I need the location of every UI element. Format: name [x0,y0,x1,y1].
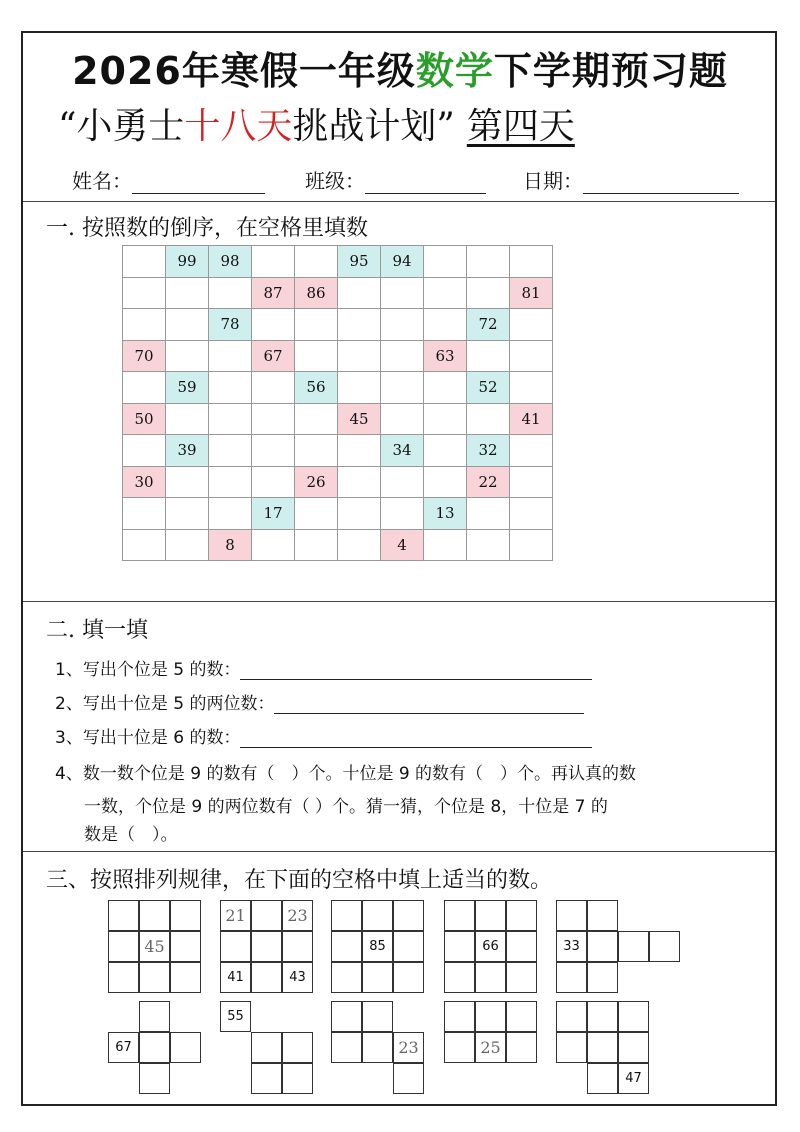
blank-cell[interactable] [467,529,510,561]
divider [23,851,775,852]
puzzle-blank-cell[interactable] [170,1032,201,1063]
puzzle-blank-cell[interactable] [587,962,618,993]
date-field: 日期： [523,165,739,194]
question-4: 4、数一数个位是 9 的数有（ ）个。十位是 9 的数有（ ）个。再认真的数 [55,764,637,784]
section3-heading: 三、按照排列规律，在下面的空格中填上适当的数。 [46,868,553,893]
grid-row [123,498,553,530]
blank-cell[interactable] [252,466,295,498]
puzzle-given-cell: 45 [139,931,170,962]
given-number-cell: 87 [252,277,295,309]
blank-cell[interactable] [123,435,166,467]
blank-cell[interactable] [338,340,381,372]
blank-cell[interactable] [467,246,510,278]
blank-cell[interactable] [166,277,209,309]
given-number-cell: 22 [467,466,510,498]
puzzle-blank-cell[interactable] [282,931,313,962]
given-number-cell: 59 [166,372,209,404]
blank-cell[interactable] [252,246,295,278]
blank-cell[interactable] [510,372,553,404]
puzzle-given-cell: 85 [362,931,393,962]
blank-cell[interactable] [510,309,553,341]
puzzle-blank-cell[interactable] [587,931,618,962]
puzzle-blank-cell[interactable] [506,1032,537,1063]
grid-row [123,277,553,309]
question-4-cont: 一数，个位是 9 的两位数有（ ）个。猜一猜，个位是 8，十位是 7 的 [84,797,608,817]
puzzle-blank-cell[interactable] [506,1001,537,1032]
given-number-cell: 39 [166,435,209,467]
blank-cell[interactable] [510,529,553,561]
blank-cell[interactable] [252,372,295,404]
title-highlight: 数学 [415,49,494,93]
puzzle-blank-cell[interactable] [393,931,424,962]
puzzle-blank-cell[interactable] [556,962,587,993]
puzzle-blank-cell[interactable] [139,962,170,993]
blank-cell[interactable] [381,340,424,372]
blank-cell[interactable] [424,246,467,278]
given-number-cell: 81 [510,277,553,309]
puzzle-blank-cell[interactable] [556,1001,587,1032]
given-number-cell: 86 [295,277,338,309]
blank-cell[interactable] [295,403,338,435]
puzzle-given-cell: 67 [108,1032,139,1063]
puzzle-blank-cell[interactable] [475,962,506,993]
date-blank[interactable] [583,173,739,194]
given-number-cell: 78 [209,309,252,341]
blank-cell[interactable] [467,277,510,309]
puzzle-blank-cell[interactable] [362,900,393,931]
puzzle-blank-cell[interactable] [139,1001,170,1032]
blank-cell[interactable] [424,435,467,467]
given-number-cell: 45 [338,403,381,435]
answer-blank[interactable] [240,661,592,680]
blank-cell[interactable] [166,340,209,372]
puzzle-blank-cell[interactable] [444,1001,475,1032]
puzzle-blank-cell[interactable] [506,931,537,962]
blank-cell[interactable] [510,340,553,372]
puzzle-blank-cell[interactable] [251,1063,282,1094]
puzzle-blank-cell[interactable] [556,1032,587,1063]
page-title: 2026年寒假一年级数学下学期预习题 [72,49,728,93]
blank-cell[interactable] [381,466,424,498]
page-subtitle: “小勇士十八天挑战计划” 第四天 [58,106,575,147]
blank-cell[interactable] [424,403,467,435]
puzzle-blank-cell[interactable] [362,1032,393,1063]
question-1: 1、写出个位是 5 的数： [55,655,592,680]
blank-cell[interactable] [467,340,510,372]
divider [23,601,775,602]
puzzle-blank-cell[interactable] [587,1001,618,1032]
given-number-cell: 99 [166,246,209,278]
puzzle-blank-cell[interactable] [475,900,506,931]
puzzle-blank-cell[interactable] [251,962,282,993]
puzzle-blank-cell[interactable] [556,900,587,931]
given-number-cell: 70 [123,340,166,372]
puzzle-blank-cell[interactable] [444,1032,475,1063]
blank-cell[interactable] [209,372,252,404]
puzzle-blank-cell[interactable] [170,931,201,962]
puzzle-blank-cell[interactable] [587,1063,618,1094]
blank-cell[interactable] [166,309,209,341]
given-number-cell: 17 [252,498,295,530]
puzzle-blank-cell[interactable] [108,931,139,962]
blank-cell[interactable] [252,435,295,467]
blank-cell[interactable] [252,403,295,435]
given-number-cell: 56 [295,372,338,404]
puzzle-blank-cell[interactable] [393,900,424,931]
blank-cell[interactable] [123,529,166,561]
blank-cell[interactable] [381,372,424,404]
blank-cell[interactable] [424,466,467,498]
blank-cell[interactable] [166,498,209,530]
blank-cell[interactable] [424,277,467,309]
puzzle-given-cell: 25 [475,1032,506,1063]
name-blank[interactable] [132,173,265,194]
blank-cell[interactable] [424,529,467,561]
puzzle-blank-cell[interactable] [251,900,282,931]
blank-cell[interactable] [338,435,381,467]
blank-cell[interactable] [510,246,553,278]
given-number-cell: 4 [381,529,424,561]
given-number-cell: 41 [510,403,553,435]
puzzle-blank-cell[interactable] [331,962,362,993]
puzzle-blank-cell[interactable] [282,1032,313,1063]
puzzle-blank-cell[interactable] [220,931,251,962]
blank-cell[interactable] [209,340,252,372]
puzzle-blank-cell[interactable] [444,900,475,931]
puzzle-blank-cell[interactable] [475,1001,506,1032]
blank-cell[interactable] [123,498,166,530]
puzzle-blank-cell[interactable] [506,900,537,931]
given-number-cell: 63 [424,340,467,372]
puzzle-given-cell: 23 [393,1032,424,1063]
blank-cell[interactable] [123,309,166,341]
given-number-cell: 13 [424,498,467,530]
given-number-cell: 8 [209,529,252,561]
blank-cell[interactable] [252,529,295,561]
blank-cell[interactable] [295,498,338,530]
puzzle-blank-cell[interactable] [139,1063,170,1094]
blank-cell[interactable] [381,498,424,530]
puzzle-blank-cell[interactable] [362,1001,393,1032]
blank-cell[interactable] [424,372,467,404]
given-number-cell: 95 [338,246,381,278]
blank-cell[interactable] [166,466,209,498]
puzzle-blank-cell[interactable] [139,1032,170,1063]
puzzle-blank-cell[interactable] [139,900,170,931]
puzzle-given-cell: 55 [220,1001,251,1032]
given-number-cell: 50 [123,403,166,435]
blank-cell[interactable] [510,498,553,530]
puzzle-blank-cell[interactable] [331,1032,362,1063]
blank-cell[interactable] [338,372,381,404]
puzzle-blank-cell[interactable] [506,962,537,993]
blank-cell[interactable] [295,529,338,561]
given-number-cell: 72 [467,309,510,341]
grid-row [123,340,553,372]
answer-blank[interactable] [240,729,592,748]
given-number-cell: 32 [467,435,510,467]
blank-cell[interactable] [338,309,381,341]
puzzle-blank-cell[interactable] [282,1063,313,1094]
blank-cell[interactable] [123,246,166,278]
blank-cell[interactable] [338,466,381,498]
puzzle-given-cell: 33 [556,931,587,962]
blank-cell[interactable] [467,498,510,530]
question-4-cont: 数是（ ）。 [84,825,178,845]
section1-heading: 一. 按照数的倒序，在空格里填数 [46,216,368,241]
blank-cell[interactable] [123,277,166,309]
class-field: 班级： [305,165,486,194]
given-number-cell: 94 [381,246,424,278]
day-label: 第四天 [466,106,575,147]
given-number-cell: 26 [295,466,338,498]
given-number-cell: 67 [252,340,295,372]
puzzle-given-cell: 41 [220,962,251,993]
name-field: 姓名： [72,165,265,194]
blank-cell[interactable] [166,529,209,561]
blank-cell[interactable] [209,498,252,530]
blank-cell[interactable] [338,277,381,309]
blank-cell[interactable] [295,246,338,278]
puzzle-blank-cell[interactable] [587,1032,618,1063]
blank-cell[interactable] [209,277,252,309]
puzzle-blank-cell[interactable] [444,931,475,962]
blank-cell[interactable] [295,340,338,372]
subtitle-highlight: 十八天 [184,106,293,147]
given-number-cell: 52 [467,372,510,404]
blank-cell[interactable] [510,466,553,498]
puzzle-given-cell: 21 [220,900,251,931]
puzzle-blank-cell[interactable] [649,931,680,962]
puzzle-blank-cell[interactable] [362,962,393,993]
blank-cell[interactable] [295,309,338,341]
blank-cell[interactable] [166,403,209,435]
grid-row [123,309,553,341]
grid-row [123,466,553,498]
puzzle-given-cell: 66 [475,931,506,962]
blank-cell[interactable] [209,403,252,435]
puzzle-blank-cell[interactable] [618,1001,649,1032]
divider [23,201,775,202]
puzzle-given-cell: 23 [282,900,313,931]
blank-cell[interactable] [510,435,553,467]
class-blank[interactable] [365,173,486,194]
puzzle-blank-cell[interactable] [170,900,201,931]
blank-cell[interactable] [381,277,424,309]
puzzle-blank-cell[interactable] [331,900,362,931]
grid-row [123,403,553,435]
given-number-cell: 30 [123,466,166,498]
question-2: 2、写出十位是 5 的两位数： [55,689,584,714]
puzzle-blank-cell[interactable] [108,900,139,931]
blank-cell[interactable] [381,309,424,341]
puzzle-blank-cell[interactable] [331,1001,362,1032]
puzzle-blank-cell[interactable] [251,1032,282,1063]
puzzle-blank-cell[interactable] [393,1063,424,1094]
question-3: 3、写出十位是 6 的数： [55,723,592,748]
grid-row [123,529,553,561]
puzzle-blank-cell[interactable] [108,962,139,993]
section2-heading: 二. 填一填 [46,618,148,643]
given-number-cell: 98 [209,246,252,278]
puzzle-blank-cell[interactable] [331,931,362,962]
blank-cell[interactable] [338,529,381,561]
blank-cell[interactable] [209,466,252,498]
blank-cell[interactable] [467,403,510,435]
puzzle-blank-cell[interactable] [393,962,424,993]
grid-row [123,246,553,278]
blank-cell[interactable] [381,403,424,435]
puzzle-given-cell: 43 [282,962,313,993]
blank-cell[interactable] [295,435,338,467]
number-grid [122,245,553,561]
blank-cell[interactable] [338,498,381,530]
puzzle-blank-cell[interactable] [170,962,201,993]
puzzle-blank-cell[interactable] [587,900,618,931]
puzzle-blank-cell[interactable] [444,962,475,993]
grid-row [123,435,553,467]
puzzle-given-cell: 47 [618,1063,649,1094]
blank-cell[interactable] [209,435,252,467]
puzzle-blank-cell[interactable] [618,931,649,962]
puzzle-blank-cell[interactable] [251,931,282,962]
answer-blank[interactable] [274,695,584,714]
puzzle-blank-cell[interactable] [618,1032,649,1063]
grid-row [123,372,553,404]
given-number-cell: 34 [381,435,424,467]
blank-cell[interactable] [252,309,295,341]
blank-cell[interactable] [123,372,166,404]
blank-cell[interactable] [424,309,467,341]
